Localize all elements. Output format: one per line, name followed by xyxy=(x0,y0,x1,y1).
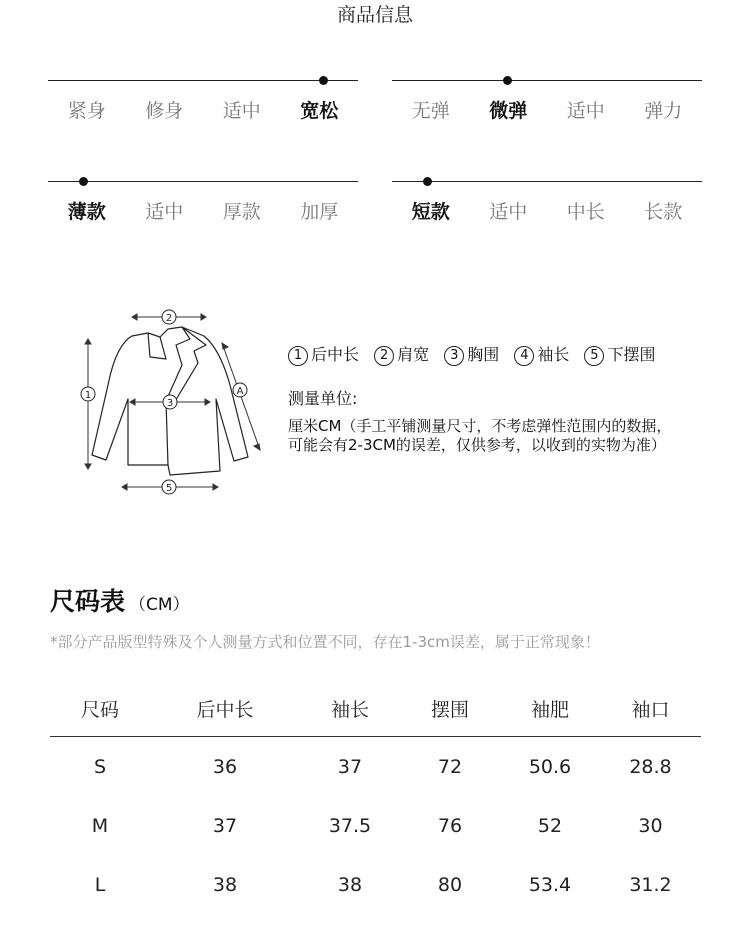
legend-label: 胸围 xyxy=(467,345,500,364)
legend-label: 袖长 xyxy=(537,345,570,364)
measurement-legend xyxy=(288,342,665,366)
table-row xyxy=(50,796,701,855)
scale-indicator-dot xyxy=(79,177,88,186)
table-cell: 37 xyxy=(337,755,363,778)
size-table-note: *部分产品版型特殊及个人测量方式和位置不同，存在1-3cm误差，属于正常现象！ xyxy=(50,633,600,651)
legend-number: 4 xyxy=(514,346,534,366)
stretch-scale xyxy=(392,80,702,140)
table-cell: S xyxy=(93,755,107,778)
legend-item xyxy=(288,345,359,364)
unit-label: 测量单位: xyxy=(288,389,358,408)
table-cell: 76 xyxy=(437,814,463,837)
table-header-cell: 后中长 xyxy=(196,698,254,721)
scale-option: 适中 xyxy=(566,100,605,122)
size-table-title xyxy=(50,582,190,618)
legend-label: 后中长 xyxy=(311,345,360,364)
scale-option: 厚款 xyxy=(222,201,261,223)
scale-option-selected: 宽松 xyxy=(300,100,339,122)
size-table-title-text: 尺码表 xyxy=(50,587,126,616)
scale-line xyxy=(392,181,702,182)
scale-option: 紧身 xyxy=(67,100,106,122)
legend-item xyxy=(584,345,655,364)
thickness-scale xyxy=(48,181,358,241)
scale-option: 适中 xyxy=(145,201,184,223)
scale-option: 适中 xyxy=(489,201,528,223)
table-cell: 72 xyxy=(437,755,463,778)
unit-description-line: 厘米CM（手工平铺测量尺寸，不考虑弹性范围内的数据， xyxy=(288,417,672,435)
table-cell: 37.5 xyxy=(328,814,372,837)
scale-option-selected: 薄款 xyxy=(67,201,106,223)
marker-1-label: 1 xyxy=(84,390,92,401)
section-title: 商品信息 xyxy=(336,4,413,26)
marker-4-label: A xyxy=(236,386,244,397)
marker-5-label: 5 xyxy=(165,483,173,494)
legend-item xyxy=(444,345,499,364)
scale-line xyxy=(392,80,702,81)
legend-item xyxy=(374,345,429,364)
legend-label: 肩宽 xyxy=(397,345,430,364)
table-cell: 30 xyxy=(638,814,663,837)
legend-number: 5 xyxy=(584,346,604,366)
table-header-cell: 袖肥 xyxy=(530,698,569,721)
table-cell: 36 xyxy=(212,755,238,778)
unit-description xyxy=(288,417,708,455)
marker-3-label: 3 xyxy=(166,398,174,409)
unit-description-line: 可能会有2-3CM的误差，仅供参考，以收到的实物为准） xyxy=(288,436,666,454)
table-cell: 80 xyxy=(437,873,463,896)
table-cell: 53.4 xyxy=(528,873,572,896)
scale-option-selected: 短款 xyxy=(411,201,450,223)
legend-item xyxy=(514,345,569,364)
table-header-row xyxy=(50,680,701,737)
scale-line xyxy=(48,80,358,81)
table-cell: 38 xyxy=(337,873,363,896)
table-cell: 31.2 xyxy=(629,873,672,896)
table-cell: 28.8 xyxy=(629,755,672,778)
scale-option: 无弹 xyxy=(411,100,450,122)
scale-option: 修身 xyxy=(145,100,184,122)
table-header-cell: 尺码 xyxy=(80,698,119,721)
scale-option: 中长 xyxy=(566,201,605,223)
scale-option-selected: 微弹 xyxy=(489,100,528,122)
legend-number: 1 xyxy=(288,346,308,366)
table-header-cell: 袖长 xyxy=(330,698,369,721)
table-header-cell: 袖口 xyxy=(631,698,670,721)
scale-option: 适中 xyxy=(222,100,261,122)
scale-option: 长款 xyxy=(644,201,683,223)
table-cell: 37 xyxy=(212,814,238,837)
table-cell: 50.6 xyxy=(528,755,572,778)
table-cell: 52 xyxy=(537,814,563,837)
table-header-cell: 摆围 xyxy=(430,698,469,721)
table-cell: L xyxy=(94,873,106,896)
legend-number: 3 xyxy=(444,346,464,366)
table-row xyxy=(50,855,701,914)
scale-option: 弹力 xyxy=(644,100,683,122)
scale-option: 加厚 xyxy=(300,201,339,223)
scale-indicator-dot xyxy=(423,177,432,186)
legend-label: 下摆围 xyxy=(607,345,656,364)
marker-2-label: 2 xyxy=(165,313,173,324)
scale-indicator-dot xyxy=(319,76,328,85)
table-cell: 38 xyxy=(212,873,238,896)
length-scale xyxy=(392,181,702,241)
table-row xyxy=(50,737,701,796)
size-table xyxy=(50,680,701,914)
size-table-unit: （CM） xyxy=(129,595,190,615)
table-cell: M xyxy=(91,814,109,837)
scale-indicator-dot xyxy=(503,76,512,85)
scale-line xyxy=(48,181,358,182)
legend-number: 2 xyxy=(374,346,394,366)
fit-scale xyxy=(48,80,358,140)
jacket-diagram xyxy=(70,305,270,500)
